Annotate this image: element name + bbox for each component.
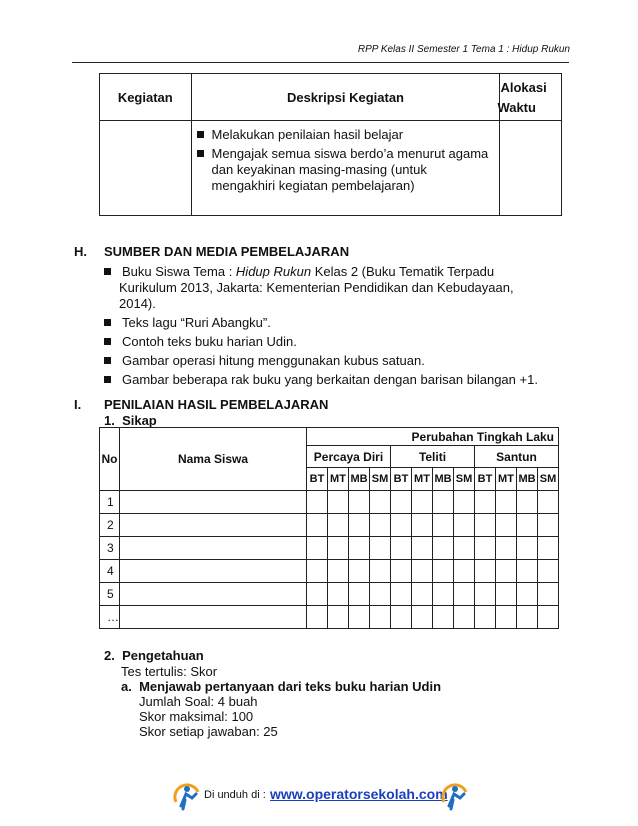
- score-cell: [391, 537, 412, 560]
- deskripsi-text: Melakukan penilaian hasil belajar: [211, 127, 404, 142]
- row-number: 3: [100, 537, 120, 560]
- score-cell: [307, 606, 328, 629]
- footer-prefix: Di unduh di :: [204, 789, 269, 801]
- item-text: Teks lagu “Ruri Abangku”.: [122, 315, 271, 330]
- item-italic-text: Hidup Rukun: [235, 264, 312, 279]
- header-divider: [72, 62, 569, 63]
- score-cell: [538, 560, 559, 583]
- bullet-square-icon: [104, 319, 111, 326]
- score-cell: [391, 491, 412, 514]
- score-cell: [496, 560, 517, 583]
- section-i-letter: I.: [74, 397, 82, 412]
- subcol-bt: BT: [475, 468, 496, 491]
- item-a-title: a. Menjawab pertanyaan dari teks buku harian Udin: [121, 679, 442, 694]
- score-cell: [349, 560, 370, 583]
- score-cell: [454, 537, 475, 560]
- item-text: Buku Siswa Tema :: [122, 264, 236, 279]
- subcol-mt: MT: [328, 468, 349, 491]
- score-cell: [538, 583, 559, 606]
- list-item: [101, 372, 551, 388]
- score-cell: [370, 583, 391, 606]
- score-cell: [349, 491, 370, 514]
- list-item: [101, 334, 551, 350]
- score-cell: [538, 491, 559, 514]
- score-cell: [307, 560, 328, 583]
- score-cell: [496, 583, 517, 606]
- item-text: Gambar operasi hitung menggunakan kubus satuan.: [122, 353, 425, 368]
- school-logo-left-icon: [172, 782, 202, 812]
- col-no: No: [100, 428, 120, 491]
- subsection-pengetahuan: 2. Pengetahuan: [104, 648, 204, 663]
- score-cell: [412, 583, 433, 606]
- score-cell: [433, 560, 454, 583]
- score-cell: [370, 606, 391, 629]
- school-logo-right-icon: [440, 782, 470, 812]
- section-h-title: SUMBER DAN MEDIA PEMBELAJARAN: [104, 244, 350, 259]
- score-cell: [475, 560, 496, 583]
- score-cell: [370, 560, 391, 583]
- score-cell: [496, 491, 517, 514]
- col-alokasi-waktu: [497, 74, 562, 121]
- score-cell: [433, 606, 454, 629]
- col-nama-siswa: Nama Siswa: [120, 428, 307, 491]
- score-cell: [517, 537, 538, 560]
- table-row: [100, 514, 559, 537]
- waktu-label: Waktu: [497, 100, 536, 115]
- list-item: [101, 264, 551, 312]
- score-cell: [328, 606, 349, 629]
- score-cell: [538, 606, 559, 629]
- list-item: [101, 353, 551, 369]
- alokasi-label: Alokasi: [500, 80, 547, 95]
- score-cell: [328, 491, 349, 514]
- score-cell: [370, 491, 391, 514]
- table-row: [100, 606, 559, 629]
- score-cell: [349, 606, 370, 629]
- group-title: Perubahan Tingkah Laku: [307, 428, 559, 446]
- score-cell: [307, 583, 328, 606]
- kegiatan-table: [99, 73, 562, 216]
- jumlah-soal: Jumlah Soal: 4 buah: [139, 694, 258, 709]
- score-cell: [391, 606, 412, 629]
- deskripsi-item: [194, 146, 490, 194]
- score-cell: [517, 514, 538, 537]
- score-cell: [412, 537, 433, 560]
- table-row: [100, 560, 559, 583]
- subcol-sm: SM: [454, 468, 475, 491]
- footer-link[interactable]: www.operatorsekolah.com: [270, 786, 448, 802]
- score-cell: [475, 514, 496, 537]
- subcol-mb: MB: [517, 468, 538, 491]
- col-deskripsi: Deskripsi Kegiatan: [191, 74, 500, 121]
- score-cell: [454, 560, 475, 583]
- subsection-sikap: 1. Sikap: [104, 413, 157, 428]
- score-cell: [328, 537, 349, 560]
- table-row: [100, 537, 559, 560]
- score-cell: [475, 583, 496, 606]
- score-cell: [454, 491, 475, 514]
- score-cell: [538, 537, 559, 560]
- score-cell: [391, 514, 412, 537]
- bullet-square-icon: [104, 376, 111, 383]
- score-cell: [349, 537, 370, 560]
- score-cell: [454, 606, 475, 629]
- row-nama-cell: [120, 560, 307, 583]
- score-cell: [412, 514, 433, 537]
- group-percaya-diri: Percaya Diri: [307, 446, 391, 468]
- row-number: 1: [100, 491, 120, 514]
- group-teliti: Teliti: [391, 446, 475, 468]
- skor-maksimal: Skor maksimal: 100: [139, 709, 254, 724]
- score-cell: [412, 606, 433, 629]
- score-cell: [496, 514, 517, 537]
- score-cell: [412, 560, 433, 583]
- score-cell: [307, 491, 328, 514]
- table-row: [100, 583, 559, 606]
- score-cell: [496, 606, 517, 629]
- score-cell: [454, 583, 475, 606]
- score-cell: [517, 560, 538, 583]
- bullet-square-icon: [104, 357, 111, 364]
- bullet-square-icon: [104, 268, 111, 275]
- score-cell: [307, 537, 328, 560]
- deskripsi-cell: [191, 121, 500, 216]
- score-cell: [370, 514, 391, 537]
- subcol-sm: SM: [370, 468, 391, 491]
- row-nama-cell: [120, 491, 307, 514]
- item-a-details: [139, 694, 278, 739]
- item-text: Contoh teks buku harian Udin.: [122, 334, 297, 349]
- score-cell: [454, 514, 475, 537]
- tes-tertulis: Tes tertulis: Skor: [121, 664, 218, 679]
- score-cell: [517, 583, 538, 606]
- score-cell: [349, 583, 370, 606]
- subcol-mb: MB: [349, 468, 370, 491]
- score-cell: [517, 491, 538, 514]
- score-cell: [475, 491, 496, 514]
- subcol-mb: MB: [433, 468, 454, 491]
- score-cell: [391, 583, 412, 606]
- kegiatan-cell: [100, 121, 192, 216]
- row-number: 5: [100, 583, 120, 606]
- bullet-square-icon: [197, 150, 204, 157]
- row-number: 2: [100, 514, 120, 537]
- score-cell: [412, 491, 433, 514]
- subcol-mt: MT: [412, 468, 433, 491]
- score-cell: [433, 491, 454, 514]
- score-cell: [370, 537, 391, 560]
- section-i-title: PENILAIAN HASIL PEMBELAJARAN: [104, 397, 329, 412]
- skor-setiap-jawaban: Skor setiap jawaban: 25: [139, 724, 278, 739]
- col-kegiatan: Kegiatan: [100, 74, 192, 121]
- table-row: [100, 491, 559, 514]
- score-cell: [328, 514, 349, 537]
- score-cell: [433, 514, 454, 537]
- score-cell: [496, 537, 517, 560]
- subcol-mt: MT: [496, 468, 517, 491]
- score-cell: [328, 560, 349, 583]
- subcol-sm: SM: [538, 468, 559, 491]
- item-text-post: Kelas 2 (Buku Tematik Terpadu Kurikulum 2013, Jakarta: Kementerian Pendidikan dan Kebudayaan, 2014).: [119, 264, 514, 311]
- subcol-bt: BT: [391, 468, 412, 491]
- score-cell: [517, 606, 538, 629]
- row-nama-cell: [120, 537, 307, 560]
- bullet-square-icon: [197, 131, 204, 138]
- deskripsi-item: [194, 127, 490, 143]
- score-cell: [433, 537, 454, 560]
- score-cell: [349, 514, 370, 537]
- list-item: [101, 315, 551, 331]
- row-nama-cell: [120, 514, 307, 537]
- score-cell: [433, 583, 454, 606]
- section-h-list: [101, 264, 551, 388]
- item-text: Gambar beberapa rak buku yang berkaitan dengan barisan bilangan +1.: [122, 372, 538, 387]
- score-cell: [475, 606, 496, 629]
- section-h-letter: H.: [74, 244, 87, 259]
- row-number: 4: [100, 560, 120, 583]
- bullet-square-icon: [104, 338, 111, 345]
- row-nama-cell: [120, 606, 307, 629]
- score-cell: [538, 514, 559, 537]
- subcol-bt: BT: [307, 468, 328, 491]
- score-cell: [328, 583, 349, 606]
- score-cell: [391, 560, 412, 583]
- running-header: RPP Kelas II Semester 1 Tema 1 : Hidup Rukun: [357, 44, 570, 55]
- group-santun: Santun: [475, 446, 559, 468]
- score-cell: [307, 514, 328, 537]
- row-nama-cell: [120, 583, 307, 606]
- row-number: …: [100, 606, 120, 629]
- sikap-table: [99, 427, 559, 629]
- waktu-cell: [500, 121, 562, 216]
- score-cell: [475, 537, 496, 560]
- deskripsi-text: Mengajak semua siswa berdo’a menurut agama dan keyakinan masing-masing (untuk mengakhiri kegiatan pembelajaran): [211, 146, 489, 193]
